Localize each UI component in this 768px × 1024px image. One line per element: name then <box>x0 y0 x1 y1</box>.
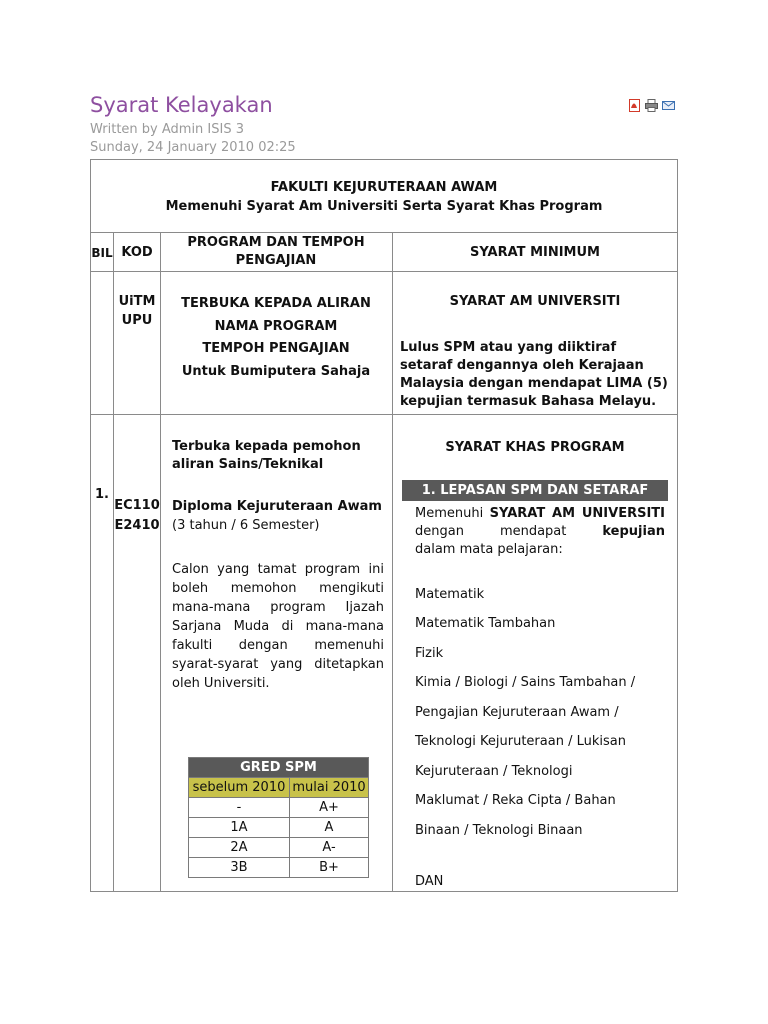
subject-item: Kimia / Biologi / Sains Tambahan / <box>415 675 636 690</box>
email-icon[interactable] <box>662 97 675 110</box>
gred-cell: 1A <box>189 818 290 838</box>
requirement-text <box>415 505 665 559</box>
program-info-line: TEMPOH PENGAJIAN <box>202 341 350 356</box>
article-title: Syarat Kelayakan <box>90 93 273 117</box>
syarat-khas-title: SYARAT KHAS PROGRAM <box>445 440 625 455</box>
gred-cell: - <box>189 798 290 818</box>
col-divider <box>113 232 114 892</box>
faculty-name: FAKULTI KEJURUTERAAN AWAM <box>270 180 498 195</box>
gred-cell: 3B <box>189 858 290 878</box>
req-bold2: kepujian <box>602 524 665 539</box>
table-row <box>189 798 369 818</box>
program-open-to: Terbuka kepada pemohon aliran Sains/Teknikal <box>172 439 361 472</box>
spm-banner: 1. LEPASAN SPM DAN SETARAF <box>402 480 668 501</box>
requirement-line-1 <box>415 505 665 523</box>
subject-item: Fizik <box>415 646 444 661</box>
col-header-kod: KOD <box>121 245 153 260</box>
syarat-am-text: Lulus SPM atau yang diiktiraf setaraf dengannya oleh Kerajaan Malaysia dengan mendapat LIMA (5) kepujian termasuk Bahasa Melayu. <box>400 340 668 409</box>
program-info-line: Untuk Bumiputera Sahaja <box>181 363 371 379</box>
program-note: Calon yang tamat program ini boleh memohon mengikuti mana-mana program Ijazah Sarjana Muda di mana-mana fakulti dengan memenuhi syarat-syarat yang ditetapkan oleh Universiti. <box>172 562 384 691</box>
kod-program: EC110 <box>114 498 160 513</box>
col-divider <box>392 232 393 892</box>
program-general-info <box>165 293 387 383</box>
article-author: Written by Admin ISIS 3 <box>90 122 245 137</box>
col-header-program: PROGRAM DAN TEMPOH PENGAJIAN <box>187 235 365 268</box>
subject-item: Matematik <box>415 587 485 602</box>
gred-cell: 2A <box>189 838 290 858</box>
table-row <box>189 818 369 838</box>
table-subtitle: Memenuhi Syarat Am Universiti Serta Syarat Khas Program <box>165 199 603 214</box>
article-date: Sunday, 24 January 2010 02:25 <box>90 140 296 155</box>
program-info-line: TERBUKA KEPADA ALIRAN <box>181 296 371 311</box>
article-actions <box>628 97 675 110</box>
subject-item: Teknologi Kejuruteraan / Lukisan <box>415 734 626 749</box>
row-number: 1. <box>95 487 109 502</box>
row-divider <box>91 414 677 415</box>
gred-title: GRED SPM <box>189 758 369 778</box>
program-duration: (3 tahun / 6 Semester) <box>172 518 320 533</box>
dan-label: DAN <box>415 874 444 889</box>
req-bold: SYARAT AM UNIVERSITI <box>489 506 665 521</box>
gred-cell: A- <box>290 838 369 858</box>
subject-item: Maklumat / Reka Cipta / Bahan <box>415 793 616 808</box>
print-icon[interactable] <box>645 97 658 110</box>
req-prefix: Memenuhi <box>415 506 484 521</box>
col-divider <box>160 232 161 892</box>
gred-col-after: mulai 2010 <box>290 778 369 798</box>
gred-col-before: sebelum 2010 <box>189 778 290 798</box>
syarat-am-title: SYARAT AM UNIVERSITI <box>449 294 621 309</box>
kod-program-2: E2410 <box>114 518 160 533</box>
table-row <box>189 838 369 858</box>
subject-item: Matematik Tambahan <box>415 616 556 631</box>
req-mid: dengan mendapat <box>415 524 567 539</box>
pdf-icon[interactable] <box>628 97 641 110</box>
program-name: Diploma Kejuruteraan Awam <box>172 499 382 514</box>
kod-upu: UPU <box>121 313 153 328</box>
kod-uitm: UiTM <box>118 294 156 309</box>
gred-cell: A+ <box>290 798 369 818</box>
gred-cell: A <box>290 818 369 838</box>
col-header-syarat: SYARAT MINIMUM <box>470 245 600 260</box>
table-header <box>91 160 677 233</box>
gred-spm-table <box>188 757 369 878</box>
table-row <box>189 858 369 878</box>
row-divider <box>91 271 677 272</box>
subject-item: Pengajian Kejuruteraan Awam / <box>415 705 619 720</box>
req-suffix: dalam mata pelajaran: <box>415 542 563 557</box>
col-header-bil: BIL <box>91 246 113 260</box>
requirements-table <box>90 159 678 892</box>
program-info-line: NAMA PROGRAM <box>214 318 338 334</box>
gred-cell: B+ <box>290 858 369 878</box>
subject-item: Binaan / Teknologi Binaan <box>415 823 583 838</box>
requirement-line-2 <box>415 523 665 541</box>
subject-item: Kejuruteraan / Teknologi <box>415 764 573 779</box>
